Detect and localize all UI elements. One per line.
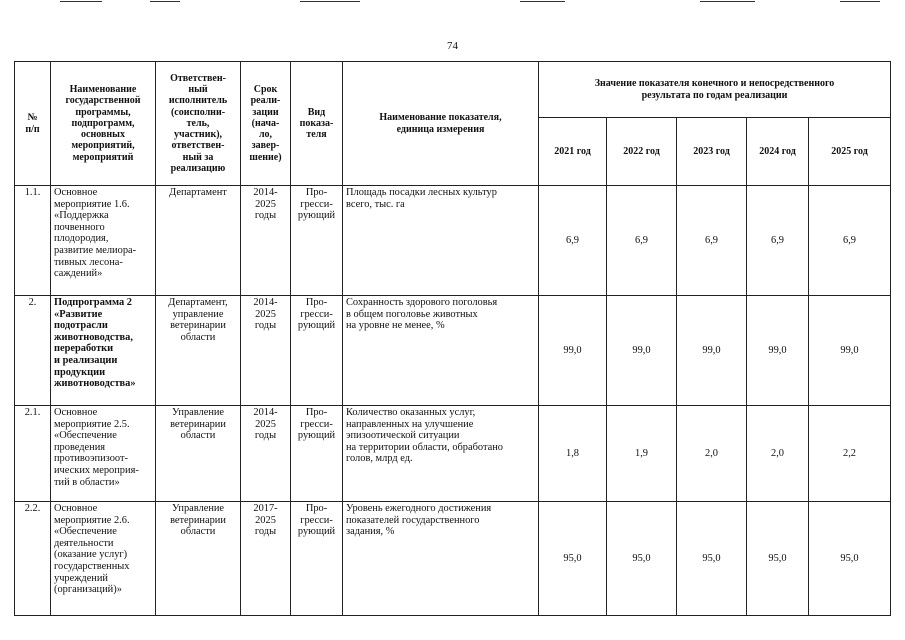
implementation-term — [241, 406, 291, 502]
text-line: почвенного — [54, 221, 105, 233]
text-line: тий в области» — [54, 476, 120, 488]
text-line: Управление — [171, 503, 225, 514]
text-line: Срок — [253, 84, 278, 96]
header-year-2021: 2021 год — [539, 118, 607, 186]
table-row — [15, 406, 891, 502]
text-line: мероприятие 1.6. — [54, 198, 130, 210]
text-line: Подпрограмма 2 — [54, 297, 132, 308]
indicator-value: 95,0 — [607, 502, 677, 616]
text-line: гресси- — [300, 514, 333, 526]
text-line: ических мероприя- — [54, 464, 139, 476]
header-indicator — [343, 62, 539, 186]
text-line: Про- — [305, 407, 328, 418]
text-line: показателей государственного — [346, 514, 480, 526]
text-line: Про- — [305, 187, 328, 198]
text-line: 2025 — [255, 418, 276, 430]
text-line: мероприятий, — [71, 140, 135, 152]
indicator-value: 95,0 — [747, 502, 809, 616]
text-line: программы, — [75, 106, 131, 118]
indicator-type — [291, 186, 343, 296]
text-line: рующий — [297, 320, 336, 332]
indicator-value: 2,0 — [747, 406, 809, 502]
text-line: 2014- — [253, 407, 278, 418]
indicator-value: 99,0 — [677, 296, 747, 406]
text-line: «Развитие — [54, 308, 103, 320]
indicator-type — [291, 296, 343, 406]
text-line: области — [180, 430, 216, 442]
text-line: области — [180, 526, 216, 538]
header-values-group — [539, 62, 891, 118]
text-line: результата по годам реализации — [641, 89, 788, 101]
text-line: подотрасли — [54, 320, 108, 332]
header-name — [51, 62, 156, 186]
indicator-value: 6,9 — [747, 186, 809, 296]
page-number: 74 — [447, 40, 458, 52]
text-line: Наименование показателя, — [379, 112, 502, 124]
indicator-value: 99,0 — [809, 296, 891, 406]
text-line: саждений» — [54, 268, 103, 280]
text-line: Количество оказанных услуг, — [346, 407, 476, 418]
text-line: гресси- — [300, 418, 333, 430]
indicator-value: 6,9 — [809, 186, 891, 296]
text-line: плодородия, — [54, 233, 109, 245]
text-line: всего, тыс. га — [346, 198, 405, 210]
program-name — [51, 186, 156, 296]
text-line: (оказание услуг) — [54, 549, 128, 561]
text-line: мероприятие 2.5. — [54, 418, 130, 430]
text-line: Про- — [305, 297, 328, 308]
indicator-name — [343, 186, 539, 296]
text-line: участник), — [173, 129, 223, 141]
text-line: № — [27, 112, 38, 124]
text-line: продукции — [54, 366, 106, 378]
text-line: реали- — [250, 95, 281, 107]
text-line: годы — [254, 320, 277, 332]
text-line: реализацию — [170, 162, 226, 174]
text-line: Площадь посадки лесных культур — [346, 187, 497, 198]
responsible-executor — [156, 406, 241, 502]
indicator-table — [14, 61, 891, 616]
row-number: 2. — [15, 296, 51, 406]
text-line: годы — [254, 430, 277, 442]
text-line: тивных лесона- — [54, 256, 123, 268]
text-line: на территории области, обработано — [346, 441, 503, 453]
table-row — [15, 502, 891, 616]
text-line: «Обеспечение — [54, 526, 117, 538]
text-line: Про- — [305, 503, 328, 514]
text-line: теля — [306, 129, 327, 141]
text-line: государственных — [54, 560, 130, 572]
text-line: Основное — [54, 187, 98, 198]
row-number: 2.2. — [15, 502, 51, 616]
text-line: 2025 — [255, 198, 276, 210]
indicator-value: 95,0 — [539, 502, 607, 616]
responsible-executor — [156, 186, 241, 296]
text-line: зации — [252, 106, 279, 118]
text-line: на уровне не менее, % — [346, 320, 445, 332]
table-row — [15, 186, 891, 296]
program-name — [51, 296, 156, 406]
text-line: Основное — [54, 407, 98, 418]
text-line: животноводства, — [54, 331, 133, 343]
header-responsible — [156, 62, 241, 186]
text-line: государственной — [65, 95, 141, 107]
text-line: голов, млрд ед. — [346, 453, 413, 465]
text-line: эпизоотической ситуации — [346, 430, 460, 442]
scan-edge-marks — [0, 0, 905, 3]
program-name — [51, 502, 156, 616]
implementation-term — [241, 296, 291, 406]
text-line: мероприятий — [72, 151, 134, 163]
text-line: (нача- — [251, 117, 280, 129]
table-row — [15, 296, 891, 406]
text-line: ный — [188, 84, 208, 96]
text-line: мероприятие 2.6. — [54, 514, 130, 526]
indicator-value: 6,9 — [539, 186, 607, 296]
row-number: 2.1. — [15, 406, 51, 502]
text-line: Основное — [54, 503, 98, 514]
text-line: области — [180, 331, 216, 343]
responsible-executor — [156, 296, 241, 406]
text-line: переработки — [54, 343, 114, 355]
implementation-term — [241, 502, 291, 616]
text-line: в общем поголовье животных — [346, 308, 478, 320]
text-line: деятельности — [54, 537, 114, 549]
indicator-type — [291, 502, 343, 616]
text-line: п/п — [25, 123, 40, 135]
text-line: исполнитель — [168, 95, 228, 107]
text-line: направленных на улучшение — [346, 418, 474, 430]
responsible-executor — [156, 502, 241, 616]
text-line: 2014- — [253, 297, 278, 308]
text-line: рующий — [297, 210, 336, 222]
text-line: Значение показателя конечного и непосредственного — [594, 78, 835, 90]
text-line: показа- — [299, 117, 334, 129]
text-line: (соисполни- — [170, 106, 226, 118]
text-line: Вид — [307, 106, 326, 118]
text-line: шение) — [249, 151, 282, 163]
text-line: развитие мелиора- — [54, 244, 137, 256]
implementation-term — [241, 186, 291, 296]
text-line: тель, — [186, 117, 210, 129]
text-line: гресси- — [300, 308, 333, 320]
text-line: ло, — [258, 129, 273, 141]
text-line: ветеринарии — [170, 514, 226, 526]
text-line: Департамент, — [168, 297, 228, 308]
text-line: 2025 — [255, 308, 276, 320]
text-line: Департамент — [169, 187, 227, 198]
header-term — [241, 62, 291, 186]
header-num — [15, 62, 51, 186]
text-line: (организаций)» — [54, 584, 122, 596]
text-line: единица измерения — [396, 123, 485, 135]
indicator-value: 2,0 — [677, 406, 747, 502]
text-line: животноводства» — [54, 378, 136, 390]
indicator-name — [343, 296, 539, 406]
indicator-value: 99,0 — [747, 296, 809, 406]
text-line: рующий — [297, 526, 336, 538]
text-line: ответствен- — [171, 140, 225, 152]
indicator-name — [343, 502, 539, 616]
text-line: годы — [254, 526, 277, 538]
text-line: ный за — [182, 151, 214, 163]
text-line: завер- — [251, 140, 280, 152]
header-year-2023: 2023 год — [677, 118, 747, 186]
text-line: управление — [172, 308, 224, 320]
indicator-name — [343, 406, 539, 502]
text-line: и реализации — [54, 354, 118, 366]
text-line: гресси- — [300, 198, 333, 210]
text-line: «Обеспечение — [54, 430, 117, 442]
header-row-1 — [15, 62, 891, 118]
text-line: «Поддержка — [54, 210, 109, 222]
text-line: рующий — [297, 430, 336, 442]
text-line: задания, % — [346, 526, 395, 538]
text-line: основных — [81, 129, 125, 141]
text-line: противоэпизоот- — [54, 453, 128, 465]
text-line: годы — [254, 210, 277, 222]
header-year-2024: 2024 год — [747, 118, 809, 186]
text-line: Управление — [171, 407, 225, 418]
text-line: ветеринарии — [170, 320, 226, 332]
header-year-2022: 2022 год — [607, 118, 677, 186]
program-name — [51, 406, 156, 502]
text-line: Уровень ежегодного достижения — [346, 503, 492, 514]
indicator-value: 99,0 — [539, 296, 607, 406]
text-line: 2017- — [253, 503, 278, 514]
text-line: учреждений — [54, 572, 108, 584]
text-line: 2014- — [253, 187, 278, 198]
text-line: подпрограмм, — [71, 117, 135, 129]
text-line: проведения — [54, 441, 106, 453]
header-year-2025: 2025 год — [809, 118, 891, 186]
text-line: 2025 — [255, 514, 276, 526]
indicator-value: 2,2 — [809, 406, 891, 502]
indicator-type — [291, 406, 343, 502]
text-line: Наименование — [69, 84, 137, 96]
indicator-value: 6,9 — [677, 186, 747, 296]
indicator-value: 1,8 — [539, 406, 607, 502]
indicator-value: 6,9 — [607, 186, 677, 296]
indicator-value: 1,9 — [607, 406, 677, 502]
text-line: ветеринарии — [170, 418, 226, 430]
header-type — [291, 62, 343, 186]
text-line: Сохранность здорового поголовья — [346, 297, 498, 308]
row-number: 1.1. — [15, 186, 51, 296]
indicator-value: 95,0 — [809, 502, 891, 616]
indicator-value: 95,0 — [677, 502, 747, 616]
text-line: Ответствен- — [170, 73, 226, 85]
indicator-value: 99,0 — [607, 296, 677, 406]
